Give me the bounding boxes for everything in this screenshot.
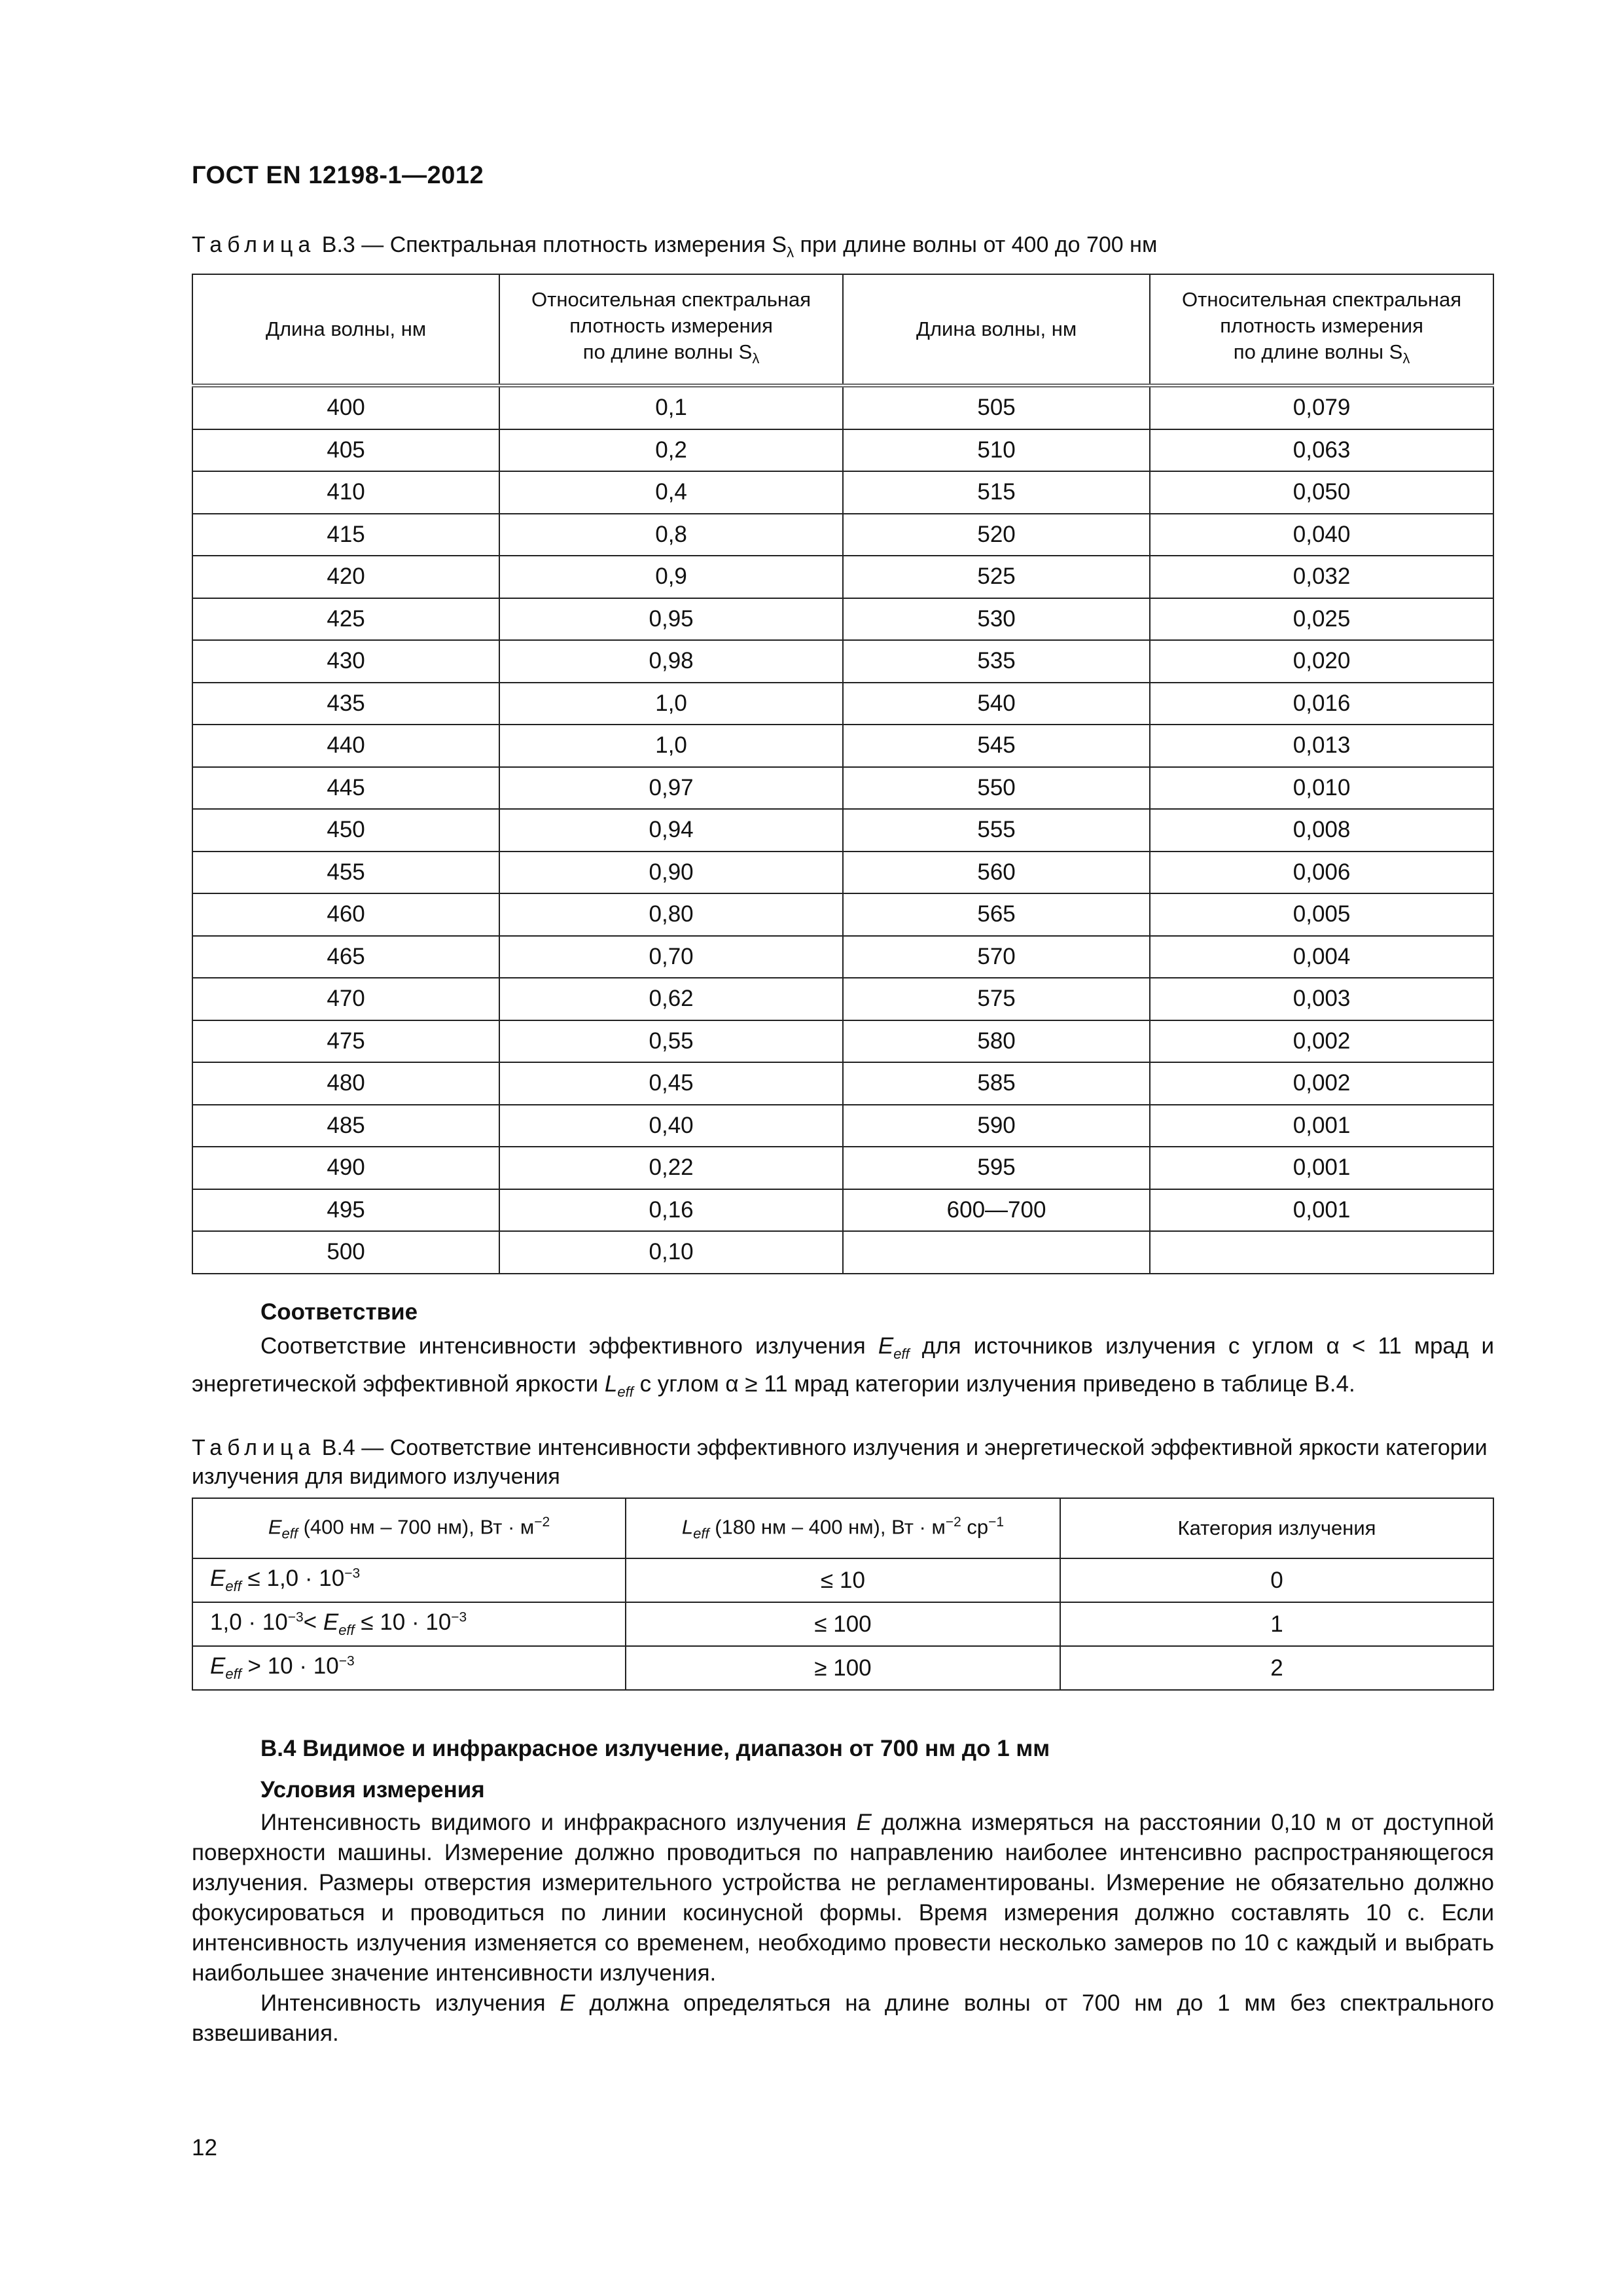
- table-row: [192, 1646, 1493, 1690]
- table-row: [192, 978, 1493, 1020]
- table-row: [192, 556, 1493, 598]
- section-b4-subtitle: Условия измерения: [260, 1777, 485, 1803]
- intensity-cell: $E_{eff} > 10 \cdot 10^{-3}$: [192, 1646, 626, 1690]
- table-row: [192, 640, 1493, 683]
- table-row: [192, 1189, 1493, 1232]
- density-cell: 0,001: [1150, 1189, 1493, 1232]
- wavelength-cell: 545: [843, 725, 1150, 767]
- table-row: [192, 1062, 1493, 1105]
- wavelength-cell: 505: [843, 386, 1150, 429]
- wavelength-cell: 510: [843, 429, 1150, 472]
- table-row: [192, 471, 1493, 514]
- wavelength-cell: 490: [192, 1147, 499, 1189]
- header-eff-intensity: $E_{eff}$ (400 нм – 700 нм), Вт · $м^{-2}$: [192, 1498, 626, 1558]
- wavelength-cell: 400: [192, 386, 499, 429]
- header-wavelength-1: Длина волны, нм: [192, 274, 499, 386]
- table-row: [192, 725, 1493, 767]
- table-row: [192, 598, 1493, 641]
- density-cell: 0,94: [499, 809, 843, 852]
- wavelength-cell: 415: [192, 514, 499, 556]
- header-density-2: Относительная спектральная плотность измерения по длине волны $S_\lambda$: [1150, 274, 1493, 386]
- density-cell: 0,020: [1150, 640, 1493, 683]
- wavelength-cell: 590: [843, 1105, 1150, 1147]
- density-cell: 0,98: [499, 640, 843, 683]
- header-category: Категория излучения: [1060, 1498, 1493, 1558]
- category-cell: 1: [1060, 1602, 1493, 1646]
- density-cell: 0,4: [499, 471, 843, 514]
- density-cell: 0,050: [1150, 471, 1493, 514]
- table-b4-caption: Таблица В.4 — Соответствие интенсивности эффективного излучения и энергетической эффективной яркости категории излучения для видимого излучения: [192, 1435, 1488, 1489]
- luminance-cell: ≤ 10: [626, 1558, 1060, 1602]
- wavelength-cell: 420: [192, 556, 499, 598]
- table-b3-body: [192, 386, 1493, 1274]
- density-cell: 0,40: [499, 1105, 843, 1147]
- table-row: [192, 1602, 1493, 1646]
- wavelength-cell: 520: [843, 514, 1150, 556]
- density-cell: 0,10: [499, 1231, 843, 1274]
- section-b4-title: В.4 Видимое и инфракрасное излучение, диапазон от 700 нм до 1 мм: [260, 1736, 1050, 1761]
- density-cell: 0,001: [1150, 1105, 1493, 1147]
- wavelength-cell: 440: [192, 725, 499, 767]
- density-cell: 0,9: [499, 556, 843, 598]
- header-wavelength-2: Длина волны, нм: [843, 274, 1150, 386]
- table-row: [192, 893, 1493, 936]
- wavelength-cell: 555: [843, 809, 1150, 852]
- wavelength-cell: 550: [843, 767, 1150, 810]
- table-row: [192, 429, 1493, 472]
- section-b4-paragraph-2: Интенсивность излучения E должна определяться на длине волны от 700 нм до 1 мм без спектрального взвешивания.: [192, 1990, 1494, 2046]
- conformity-paragraph: Соответствие интенсивности эффективного излучения $E_{eff}$ для источников излучения с углом α < 11 мрад и энергетической эффективной яркости $L_{eff}$ с углом α ≥ 11 мрад категории излучения приведено в таблице В.4.: [192, 1333, 1494, 1400]
- luminance-cell: ≤ 100: [626, 1602, 1060, 1646]
- table-row: [192, 386, 1493, 429]
- intensity-cell: $E_{eff} \le 1,0 \cdot 10^{-3}$: [192, 1558, 626, 1602]
- density-cell: 0,003: [1150, 978, 1493, 1020]
- table-row: [192, 936, 1493, 978]
- wavelength-cell: 495: [192, 1189, 499, 1232]
- wavelength-cell: 535: [843, 640, 1150, 683]
- wavelength-cell: 460: [192, 893, 499, 936]
- wavelength-cell: 600—700: [843, 1189, 1150, 1232]
- table-row: [192, 1558, 1493, 1602]
- density-cell: 0,1: [499, 386, 843, 429]
- wavelength-cell: 450: [192, 809, 499, 852]
- wavelength-cell: 465: [192, 936, 499, 978]
- wavelength-cell: 570: [843, 936, 1150, 978]
- density-cell: 0,16: [499, 1189, 843, 1232]
- wavelength-cell: 475: [192, 1020, 499, 1063]
- density-cell: 0,95: [499, 598, 843, 641]
- table-row: [192, 1147, 1493, 1189]
- table-row: [192, 852, 1493, 894]
- density-cell: 0,002: [1150, 1020, 1493, 1063]
- density-cell: 0,004: [1150, 936, 1493, 978]
- wavelength-cell: 585: [843, 1062, 1150, 1105]
- wavelength-cell: [843, 1231, 1150, 1274]
- table-b4-header-row: [192, 1498, 1493, 1558]
- category-cell: 2: [1060, 1646, 1493, 1690]
- density-cell: 0,80: [499, 893, 843, 936]
- wavelength-cell: 405: [192, 429, 499, 472]
- luminance-cell: ≥ 100: [626, 1646, 1060, 1690]
- wavelength-cell: 410: [192, 471, 499, 514]
- density-cell: 0,8: [499, 514, 843, 556]
- density-cell: 0,001: [1150, 1147, 1493, 1189]
- intensity-cell: $1,0 \cdot 10^{-3}< E_{eff} \le 10 \cdot 10^{-3}$: [192, 1602, 626, 1646]
- density-cell: 0,002: [1150, 1062, 1493, 1105]
- density-cell: 1,0: [499, 725, 843, 767]
- density-cell: 0,013: [1150, 725, 1493, 767]
- density-cell: 0,62: [499, 978, 843, 1020]
- wavelength-cell: 500: [192, 1231, 499, 1274]
- density-cell: [1150, 1231, 1493, 1274]
- density-cell: 0,005: [1150, 893, 1493, 936]
- density-cell: 0,90: [499, 852, 843, 894]
- density-cell: 0,079: [1150, 386, 1493, 429]
- table-row: [192, 1105, 1493, 1147]
- density-cell: 0,55: [499, 1020, 843, 1063]
- wavelength-cell: 540: [843, 683, 1150, 725]
- conformity-title: Соответствие: [260, 1299, 418, 1325]
- table-b4: [192, 1498, 1494, 1691]
- table-row: [192, 1020, 1493, 1063]
- wavelength-cell: 560: [843, 852, 1150, 894]
- table-b3: [192, 274, 1494, 1274]
- density-cell: 0,063: [1150, 429, 1493, 472]
- header-eff-luminance: $L_{eff}$ (180 нм – 400 нм), Вт · $м^{-2}$ $ср^{-1}$: [626, 1498, 1060, 1558]
- wavelength-cell: 430: [192, 640, 499, 683]
- density-cell: 0,025: [1150, 598, 1493, 641]
- table-b3-caption: Таблица В.3 — Спектральная плотность измерения $S_\lambda$ при длине волны от 400 до 700 нм: [192, 232, 1158, 260]
- wavelength-cell: 470: [192, 978, 499, 1020]
- wavelength-cell: 515: [843, 471, 1150, 514]
- document-header: ГОСТ EN 12198-1—2012: [192, 162, 484, 189]
- density-cell: 0,032: [1150, 556, 1493, 598]
- section-b4-paragraph-1: Интенсивность видимого и инфракрасного излучения E должна измеряться на расстоянии 0,10 м от доступной поверхности машины. Измерение должно проводиться по направлению наиболее интенсивно распространяющегося излучения. Размеры отверстия измерительного устройства не регламентированы. Измерение не обязательно должно фокусироваться и проводиться по линии косинусной формы. Время измерения должно составлять 10 с. Если интенсивность излучения изменяется со временем, необходимо провести несколько замеров по 10 с каждый и выбрать наибольшее значение интенсивности излучения.: [192, 1810, 1494, 1986]
- wavelength-cell: 480: [192, 1062, 499, 1105]
- wavelength-cell: 530: [843, 598, 1150, 641]
- wavelength-cell: 595: [843, 1147, 1150, 1189]
- category-cell: 0: [1060, 1558, 1493, 1602]
- wavelength-cell: 575: [843, 978, 1150, 1020]
- page-number: 12: [192, 2135, 217, 2161]
- table-row: [192, 809, 1493, 852]
- wavelength-cell: 435: [192, 683, 499, 725]
- density-cell: 0,45: [499, 1062, 843, 1105]
- density-cell: 0,008: [1150, 809, 1493, 852]
- density-cell: 0,010: [1150, 767, 1493, 810]
- wavelength-cell: 485: [192, 1105, 499, 1147]
- wavelength-cell: 580: [843, 1020, 1150, 1063]
- table-row: [192, 514, 1493, 556]
- density-cell: 0,70: [499, 936, 843, 978]
- density-cell: 1,0: [499, 683, 843, 725]
- density-cell: 0,97: [499, 767, 843, 810]
- density-cell: 0,040: [1150, 514, 1493, 556]
- density-cell: 0,006: [1150, 852, 1493, 894]
- wavelength-cell: 565: [843, 893, 1150, 936]
- density-cell: 0,22: [499, 1147, 843, 1189]
- density-cell: 0,016: [1150, 683, 1493, 725]
- table-b3-header-row: [192, 274, 1493, 386]
- wavelength-cell: 525: [843, 556, 1150, 598]
- wavelength-cell: 425: [192, 598, 499, 641]
- density-cell: 0,2: [499, 429, 843, 472]
- wavelength-cell: 445: [192, 767, 499, 810]
- table-row: [192, 767, 1493, 810]
- table-row: [192, 1231, 1493, 1274]
- table-row: [192, 683, 1493, 725]
- header-density-1: Относительная спектральная плотность измерения по длине волны $S_\lambda$: [499, 274, 843, 386]
- wavelength-cell: 455: [192, 852, 499, 894]
